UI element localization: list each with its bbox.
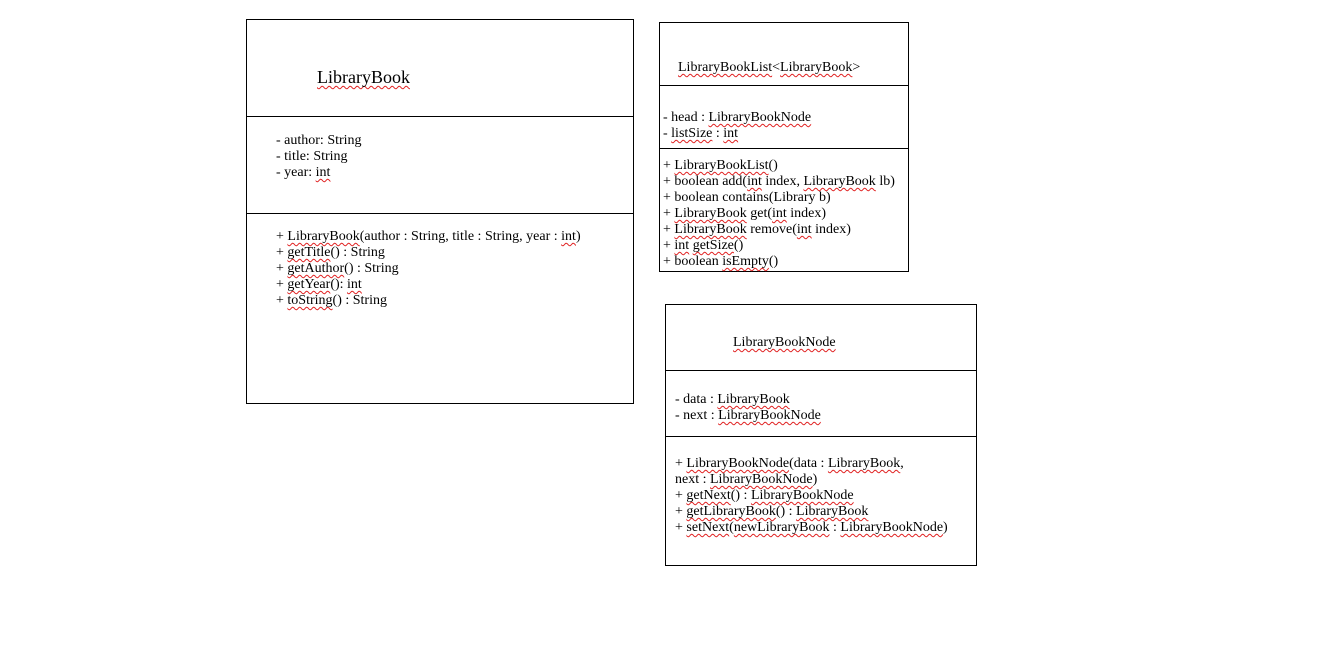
spellcheck-flagged-word: newLibraryBook [733,520,830,535]
spellcheck-flagged-word: int [674,238,690,253]
text-fragment: , [900,456,904,471]
spellcheck-flagged-word: LibraryBookNode [710,472,813,487]
text-fragment: + [663,238,675,253]
text-fragment: - [663,126,672,141]
text-fragment: next : [675,472,710,487]
text-fragment: + boolean [663,254,723,269]
class-divider [666,370,976,371]
member-line [663,254,895,270]
spellcheck-flagged-word: LibraryBookNode [750,488,854,503]
text-fragment: () : String [330,245,385,260]
member-line [675,488,948,504]
text-fragment: + boolean add( [663,174,748,189]
text-fragment: + [276,293,288,308]
member-line [276,149,362,165]
spellcheck-flagged-word: getNext [686,488,731,503]
spellcheck-flagged-word: getTitle [287,245,331,260]
member-line [675,504,948,520]
spellcheck-flagged-word: LibraryBookNode [718,408,821,423]
spellcheck-flagged-word: toString [287,293,333,308]
text-fragment: - next : [675,408,719,423]
member-line [663,110,811,126]
spellcheck-flagged-word: listSize [671,126,713,141]
member-line [276,293,581,309]
spellcheck-flagged-word: getSize [692,238,734,253]
text-fragment: remove( [746,222,797,237]
text-fragment: : [829,520,841,535]
text-fragment: () : String [332,293,387,308]
spellcheck-flagged-word: int [796,222,812,237]
text-fragment: + [675,488,687,503]
text-fragment: index, [761,174,804,189]
spellcheck-flagged-word: int [747,174,762,189]
operations-library-book [276,229,581,309]
class-library-book-list [659,22,909,272]
spellcheck-flagged-word: LibraryBookList [678,60,773,75]
member-line [663,222,895,238]
text-fragment: < [772,60,781,75]
text-fragment: > [852,60,861,75]
spellcheck-flagged-word: int [723,126,739,141]
class-name-library-book-node [733,335,836,351]
text-fragment: + [675,520,687,535]
text-fragment: + [276,261,288,276]
text-fragment: (): [330,277,348,292]
attributes-library-book [276,133,362,181]
text-fragment: + [675,456,687,471]
member-line [276,261,581,277]
text-fragment: index) [786,206,827,221]
text-fragment: ) [575,229,581,244]
class-divider [660,85,908,86]
text-fragment: index) [811,222,851,237]
text-fragment: - author: String [276,133,362,148]
text-fragment: + boolean contains(Library b) [663,190,831,205]
operations-library-book-list [663,158,895,270]
text-fragment: (author : String, title : String, year : [359,229,562,244]
text-fragment: - head : [663,110,709,125]
text-fragment: lb) [875,174,895,189]
text-fragment: + [663,158,675,173]
spellcheck-flagged-word: LibraryBookNode [708,110,812,125]
member-line [276,165,362,181]
text-fragment: - data : [675,392,718,407]
text-fragment: + [276,277,288,292]
text-fragment: + [276,229,288,244]
text-fragment: () [768,254,779,269]
spellcheck-flagged-word: LibraryBook [287,229,360,244]
text-fragment: get( [746,206,772,221]
text-fragment: () [733,238,744,253]
class-divider [666,436,976,437]
spellcheck-flagged-word: LibraryBook [674,206,747,221]
class-name-library-book [317,67,410,88]
spellcheck-flagged-word: LibraryBook [803,174,876,189]
spellcheck-flagged-word: getYear [287,277,331,292]
text-fragment: ( [729,520,734,535]
member-line [663,158,895,174]
spellcheck-flagged-word: LibraryBookNode [733,335,836,350]
spellcheck-flagged-word: int [347,277,362,292]
text-fragment: () : [730,488,751,503]
attributes-library-book-node [675,392,821,424]
member-line [276,245,581,261]
spellcheck-flagged-word: LibraryBookList [674,158,769,173]
spellcheck-flagged-word: isEmpty [722,254,769,269]
spellcheck-flagged-word: int [772,206,787,221]
spellcheck-flagged-word: LibraryBookNode [686,456,790,471]
text-fragment: - title: String [276,149,348,164]
class-divider [247,213,633,214]
text-fragment: + [663,222,675,237]
member-line [276,229,581,245]
text-fragment: (data : [789,456,828,471]
spellcheck-flagged-word: LibraryBook [827,456,901,471]
member-line [276,133,362,149]
spellcheck-flagged-word: getAuthor [287,261,345,276]
class-library-book [246,19,634,404]
text-fragment: + [675,504,687,519]
attributes-library-book-list [663,110,811,142]
member-line [675,472,948,488]
member-line [276,277,581,293]
operations-library-book-node [675,456,948,536]
text-fragment: () [768,158,778,173]
text-fragment: () : String [344,261,399,276]
text-fragment: : [712,126,724,141]
text-fragment: ) [812,472,818,487]
text-fragment: () : [775,504,797,519]
member-line [675,408,821,424]
spellcheck-flagged-word: int [315,165,331,180]
class-divider [660,148,908,149]
spellcheck-flagged-word: LibraryBook [796,504,869,519]
text-fragment: + [276,245,288,260]
spellcheck-flagged-word: LibraryBook [674,222,747,237]
text-fragment: ) [943,520,948,535]
class-name-library-book-list [678,60,860,76]
spellcheck-flagged-word: getLibraryBook [686,504,776,519]
member-line [663,238,895,254]
member-line [675,520,948,536]
member-line [675,392,821,408]
class-library-book-node [665,304,977,566]
member-line [675,456,948,472]
spellcheck-flagged-word: LibraryBookNode [840,520,944,535]
member-line [663,126,811,142]
member-line [663,206,895,222]
spellcheck-flagged-word: setNext [686,520,730,535]
member-line [663,190,895,206]
spellcheck-flagged-word: LibraryBook [317,67,410,87]
member-line [663,174,895,190]
class-divider [247,116,633,117]
text-fragment: + [663,206,675,221]
spellcheck-flagged-word: int [561,229,576,244]
spellcheck-flagged-word: LibraryBook [717,392,790,407]
text-fragment: - year: [276,165,316,180]
spellcheck-flagged-word: LibraryBook [780,60,853,75]
